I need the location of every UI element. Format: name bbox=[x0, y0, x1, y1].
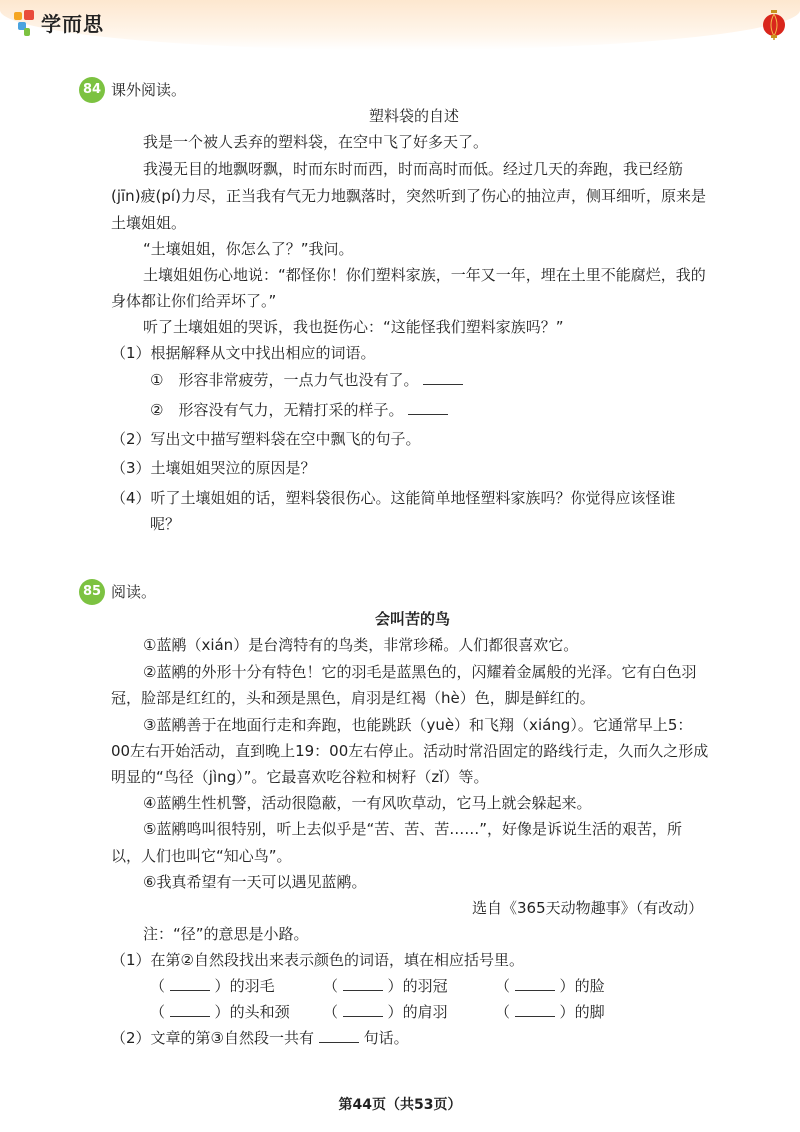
logo-mark-icon bbox=[14, 10, 36, 36]
q85-note: 注：“径”的意思是小路。 bbox=[143, 925, 309, 943]
q85-paragraph: ②蓝鹇的外形十分有特色！它的羽毛是蓝黑色的，闪耀着金属般的光泽。它有白色羽 bbox=[143, 663, 697, 681]
color-blank-item: （ ）的羽毛 bbox=[150, 977, 275, 995]
answer-blank[interactable] bbox=[343, 976, 383, 991]
q84-paragraph: 我漫无目的地飘呀飘，时而东时而西，时而高时而低。经过几天的奔跑，我已经筋 bbox=[143, 160, 684, 178]
logo-text: 学而思 bbox=[41, 12, 104, 36]
q84-subquestion-4-cont: 呢？ bbox=[150, 515, 181, 533]
answer-blank[interactable] bbox=[408, 400, 448, 415]
q85-paragraph: 00左右开始活动，直到晚上19：00左右停止。活动时常沿固定的路线行走，久而久之形成 bbox=[111, 742, 709, 760]
q84-paragraph: 身体都让你们给弄坏了。” bbox=[111, 292, 277, 310]
color-blank-item: （ ）的羽冠 bbox=[323, 977, 448, 995]
q85-paragraph: ⑥我真希望有一天可以遇见蓝鹇。 bbox=[143, 873, 367, 891]
answer-blank[interactable] bbox=[170, 1002, 210, 1017]
q85-paragraph: ④蓝鹇生性机警，活动很隐蔽，一有风吹草动，它马上就会躲起来。 bbox=[143, 794, 592, 812]
answer-blank[interactable] bbox=[170, 976, 210, 991]
q84-paragraph: 我是一个被人丢弃的塑料袋，在空中飞了好多天了。 bbox=[143, 133, 489, 151]
page-header bbox=[0, 0, 800, 50]
q85-instruction: 阅读。 bbox=[111, 583, 157, 601]
q84-subquestion-2: （2）写出文中描写塑料袋在空中飘飞的句子。 bbox=[111, 430, 421, 448]
q84-paragraph: 土壤姐姐伤心地说：“都怪你！你们塑料家族，一年又一年，埋在土里不能腐烂，我的 bbox=[143, 266, 706, 284]
answer-blank[interactable] bbox=[515, 976, 555, 991]
q85-passage-title: 会叫苦的鸟 bbox=[375, 610, 451, 628]
brand-logo bbox=[14, 8, 104, 37]
q85-paragraph: 以，人们也叫它“知心鸟”。 bbox=[111, 847, 292, 865]
q84-paragraph: 听了土壤姐姐的哭诉，我也挺伤心：“这能怪我们塑料家族吗？” bbox=[143, 318, 564, 336]
q84-paragraph: “土壤姐姐，你怎么了？”我问。 bbox=[143, 240, 354, 258]
color-blank-item: （ ）的肩羽 bbox=[323, 1003, 448, 1021]
answer-blank[interactable] bbox=[423, 370, 463, 385]
q84-paragraph: (jīn)疲(pí)力尽，正当我有气无力地飘落时，突然听到了伤心的抽泣声，侧耳细听，原来是 bbox=[111, 187, 706, 205]
answer-blank[interactable] bbox=[515, 1002, 555, 1017]
q84-subquestion-3: （3）土壤姐姐哭泣的原因是？ bbox=[111, 459, 316, 477]
q84-subquestion-1a: ① 形容非常疲劳，一点力气也没有了。 bbox=[150, 370, 463, 390]
q84-passage-title: 塑料袋的自述 bbox=[369, 107, 460, 125]
question-number-badge: 85 bbox=[79, 579, 105, 605]
q85-paragraph: ①蓝鹇（xián）是台湾特有的鸟类，非常珍稀。人们都很喜欢它。 bbox=[143, 636, 579, 654]
q84-subquestion-1b: ② 形容没有气力，无精打采的样子。 bbox=[150, 400, 448, 420]
q84-subquestion-4: （4）听了土壤姐姐的话，塑料袋很伤心。这能简单地怪塑料家族吗？你觉得应该怪谁 bbox=[111, 489, 676, 507]
color-blank-item: （ ）的脚 bbox=[495, 1003, 605, 1021]
question-number-badge: 84 bbox=[79, 77, 105, 103]
q85-subquestion-2: （2）文章的第③自然段一共有 句话。 bbox=[111, 1029, 409, 1047]
lantern-icon bbox=[762, 10, 786, 40]
answer-blank[interactable] bbox=[343, 1002, 383, 1017]
q85-paragraph: ⑤蓝鹇鸣叫很特别，听上去似乎是“苦、苦、苦……”，好像是诉说生活的艰苦，所 bbox=[143, 820, 682, 838]
q84-subquestion-1: （1）根据解释从文中找出相应的词语。 bbox=[111, 344, 376, 362]
q85-paragraph: 明显的“鸟径（jìng）”。它最喜欢吃谷粒和树籽（zǐ）等。 bbox=[111, 768, 489, 786]
q85-paragraph: ③蓝鹇善于在地面行走和奔跑，也能跳跃（yuè）和飞翔（xiáng）。它通常早上5： bbox=[143, 716, 693, 734]
q84-paragraph: 土壤姐姐。 bbox=[111, 214, 187, 232]
page-number: 第44页（共53页） bbox=[338, 1097, 462, 1113]
q85-paragraph: 冠，脸部是红红的，头和颈是黑色，肩羽是红褐（hè）色，脚是鲜红的。 bbox=[111, 689, 595, 707]
q85-source: 选自《365天动物趣事》（有改动） bbox=[472, 899, 704, 917]
color-blank-item: （ ）的头和颈 bbox=[150, 1003, 290, 1021]
color-blank-item: （ ）的脸 bbox=[495, 977, 605, 995]
answer-blank[interactable] bbox=[319, 1028, 359, 1043]
q84-instruction: 课外阅读。 bbox=[111, 81, 187, 99]
q85-subquestion-1: （1）在第②自然段找出来表示颜色的词语，填在相应括号里。 bbox=[111, 951, 524, 969]
